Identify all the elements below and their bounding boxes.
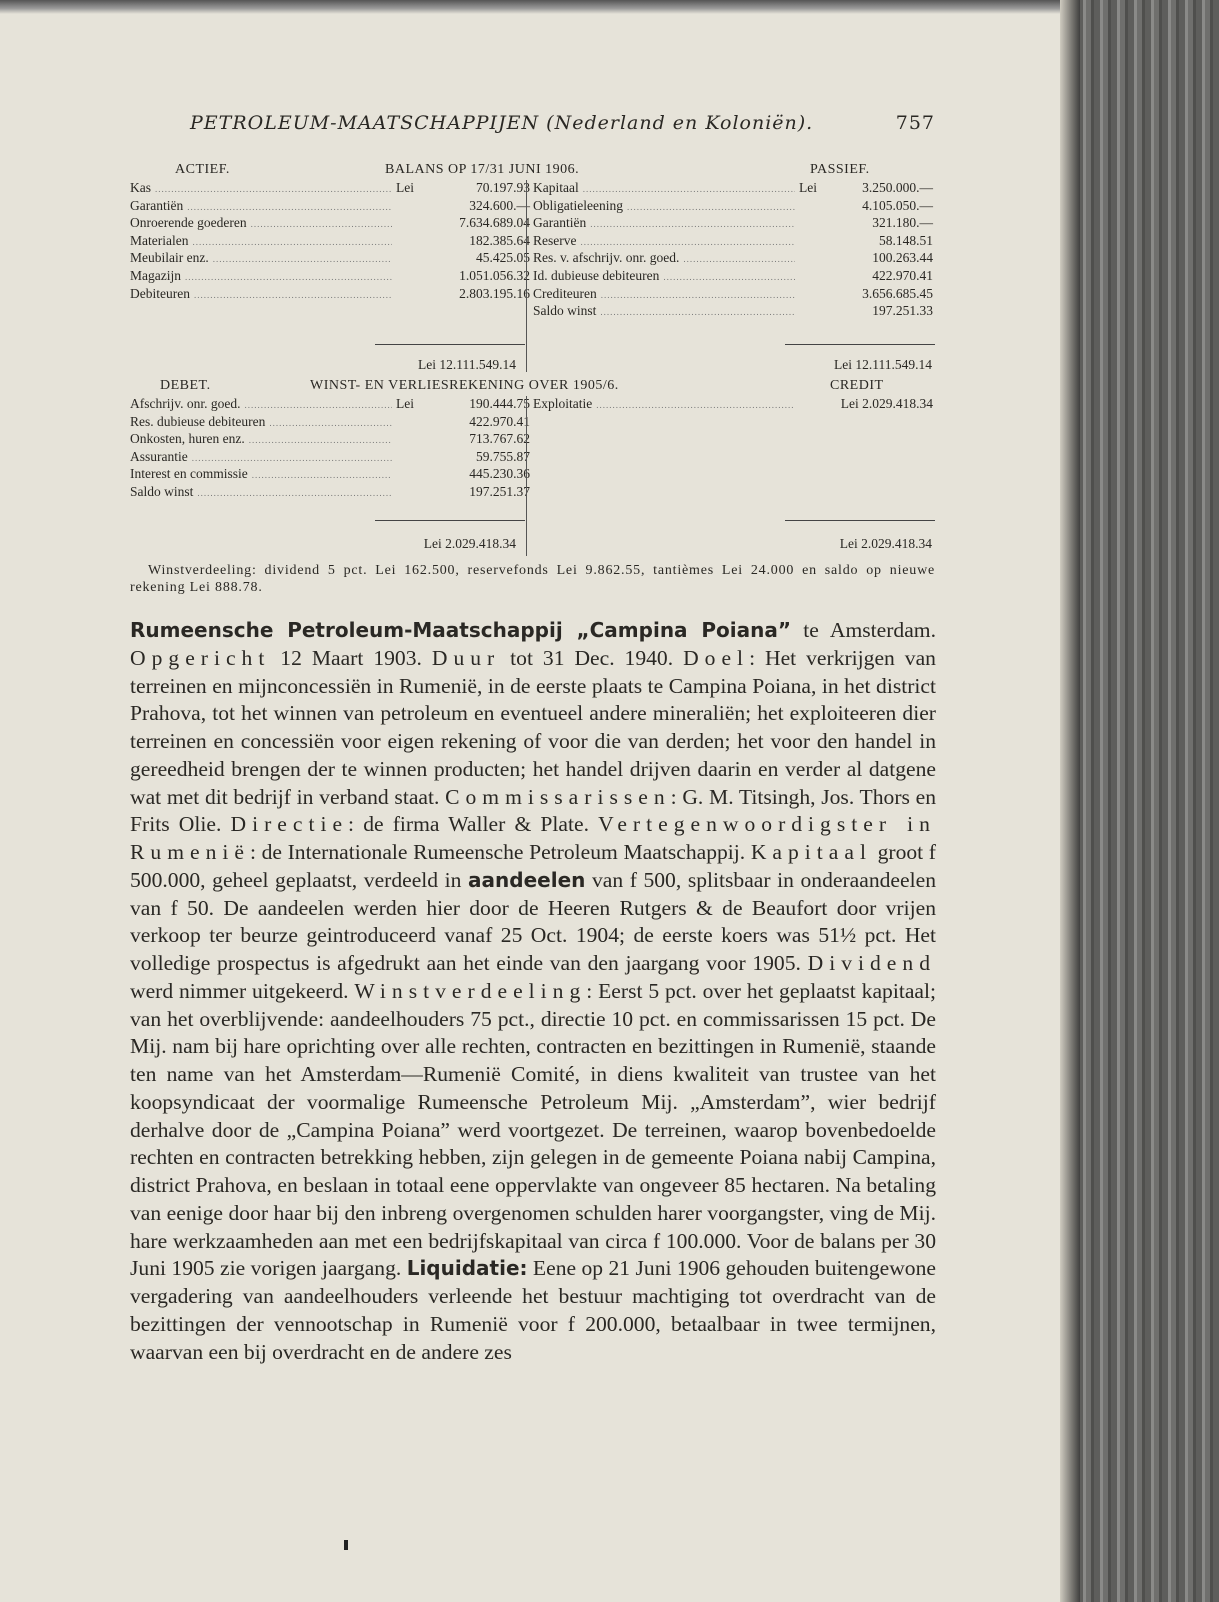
leader-dots	[185, 268, 392, 286]
table-row	[533, 396, 933, 414]
currency	[396, 286, 430, 304]
body-text: : de Internationale Rumeensche Petroleum Maatschappij.	[249, 840, 751, 864]
leader-dots	[683, 250, 795, 268]
leader-dots	[590, 215, 795, 233]
row-value: 2.803.195.16	[459, 285, 530, 301]
table-row	[533, 268, 933, 286]
currency: Lei	[396, 396, 414, 411]
table-row	[130, 250, 530, 268]
body-text: te Amsterdam.	[790, 618, 936, 642]
table-row	[130, 396, 530, 414]
leader-dots	[213, 250, 392, 268]
currency	[396, 215, 430, 233]
table-row	[130, 268, 530, 286]
row-value: 100.263.44	[872, 250, 933, 266]
leader-dots	[663, 268, 795, 286]
profit-loss-title: WINST- EN VERLIESREKENING OVER 1905/6.	[310, 378, 619, 393]
currency	[396, 484, 430, 502]
row-label: Reserve	[533, 232, 577, 248]
body-text: Eene op 21 Juni 1906 gehouden buitengewone vergadering van aandeelhouders verleende het bestuur machtiging tot overdracht van de bezittingen der vennootschap in Rumenië voor f 200.000, betaalbaar in twee termijnen, waarvan een bij overdracht en de andere zes	[130, 1256, 936, 1364]
table-row	[533, 180, 933, 198]
currency	[396, 449, 430, 467]
bold-heading: Liquidatie:	[406, 1256, 528, 1281]
row-label: Res. v. afschrijv. onr. goed.	[533, 250, 680, 266]
body-text: : G. M. Titsingh, Jos. Thors en Frits Olie.	[130, 784, 936, 837]
bold-heading: Rumeensche Petroleum-Maatschappij „Campina Poiana”	[130, 618, 791, 642]
leader-dots	[596, 396, 795, 414]
row-value: 197.251.33	[872, 303, 933, 319]
leader-dots	[197, 484, 392, 502]
row-value: Lei 2.029.418.34	[840, 396, 933, 411]
row-value: 70.197.93	[476, 180, 530, 195]
table-row	[533, 215, 933, 233]
leader-dots	[244, 396, 392, 414]
row-label: Kapitaal	[533, 180, 579, 195]
profit-loss-account	[130, 378, 935, 558]
row-value: 422.970.41	[469, 413, 530, 429]
row-label: Saldo winst	[130, 483, 194, 499]
row-value: 190.444.75	[469, 396, 530, 411]
row-value: 59.755.87	[476, 448, 530, 464]
row-label: Saldo winst	[533, 303, 597, 319]
table-row	[130, 484, 530, 502]
spaced-keyword: Duur	[431, 645, 501, 670]
currency: Lei	[396, 180, 414, 195]
spaced-keyword: Doel	[683, 645, 750, 670]
currency	[396, 414, 430, 432]
currency	[396, 233, 430, 251]
row-value: 422.970.41	[872, 267, 933, 283]
table-row	[130, 215, 530, 233]
body-text: : de firma Waller & Plate.	[348, 812, 599, 837]
currency	[799, 268, 833, 286]
row-label: Afschrijv. onr. goed.	[130, 396, 241, 411]
ink-mark	[344, 1540, 348, 1550]
row-value: 3.250.000.—	[862, 180, 933, 195]
currency	[396, 431, 430, 449]
debet-total: Lei 2.029.418.34	[423, 536, 516, 551]
row-label: Exploitatie	[533, 396, 593, 411]
table-row	[533, 233, 933, 251]
credit-total: Lei 2.029.418.34	[839, 536, 932, 551]
currency	[799, 215, 833, 233]
leader-dots	[192, 449, 392, 467]
table-row	[533, 250, 933, 268]
table-row	[533, 286, 933, 304]
debet-column	[130, 396, 530, 502]
row-value: 182.385.64	[469, 232, 530, 248]
row-value: 197.251.37	[469, 483, 530, 499]
currency	[799, 198, 833, 216]
row-value: 45.425.05	[476, 250, 530, 266]
spaced-keyword: Directie	[230, 812, 349, 837]
leader-dots	[580, 233, 795, 251]
currency	[799, 286, 833, 304]
body-text: groot f 500.000, geheel geplaatst, verdeeld in	[130, 840, 936, 892]
actief-total: Lei 12.111.549.14	[418, 357, 516, 372]
currency	[396, 268, 430, 286]
row-value: 445.230.36	[469, 466, 530, 482]
body-text: 12 Maart 1903.	[270, 645, 432, 670]
header-title: PETROLEUM-MAATSCHAPPIJEN (Nederland en Koloniën).	[190, 112, 814, 134]
passief-total: Lei 12.111.549.14	[834, 357, 932, 372]
row-value: 7.634.689.04	[459, 215, 530, 231]
leader-dots	[600, 303, 795, 321]
spaced-keyword: Kapitaal	[750, 840, 872, 864]
bold-heading: aandeelen	[468, 867, 586, 892]
company-description	[130, 617, 936, 1366]
row-label: Crediteuren	[533, 285, 597, 301]
profit-distribution-note: Winstverdeeling: dividend 5 pct. Lei 162.500, reservefonds Lei 9.862.55, tantièmes Lei 24.000 en saldo op nieuwe rekening Lei 888.78.	[130, 563, 935, 595]
currency: Lei	[799, 180, 817, 195]
leader-dots	[269, 414, 392, 432]
row-value: 58.148.51	[879, 232, 933, 248]
leader-dots	[192, 233, 392, 251]
table-row	[130, 466, 530, 484]
credit-column	[526, 396, 933, 556]
currency	[799, 233, 833, 251]
row-label: Res. dubieuse debiteuren	[130, 413, 266, 429]
table-row	[130, 180, 530, 198]
currency	[396, 466, 430, 484]
row-label: Assurantie	[130, 448, 188, 464]
leader-dots	[194, 286, 392, 304]
leader-dots	[601, 286, 795, 304]
table-row	[130, 198, 530, 216]
row-label: Materialen	[130, 232, 189, 248]
currency	[799, 303, 833, 321]
row-value: 324.600.—	[469, 197, 530, 213]
spaced-keyword: Vertegenwoordigster in Rumenië	[130, 812, 936, 864]
row-label: Obligatieleening	[533, 197, 623, 213]
currency	[396, 250, 430, 268]
body-text: werd nimmer uitgekeerd.	[130, 978, 355, 1003]
body-text: : Eerst 5 pct. over het geplaatst kapitaal; van het overblijvende: aandeelhouders 75 pct., directie 10 pct. en commissarissen 15 pct. De Mij. nam bij hare oprichting over alle rechten, contracten en bezittingen in Rumenië, staande ten name van het Amsterdam—Rumenië Comité, in diens kwaliteit van trustee van het koopsyndicaat der voormalige Rumeensche Petroleum Mij. „Amsterdam”, wier bedrijf derhalve door de „Campina Poiana” werd voortgezet. De terreinen, waarop bovenbedoelde rechten en contracten betrekking hebben, zijn gelegen in de gemeente Poiana nabij Campina, district Prahova, en beslaan in totaal eene oppervlakte van ongeveer 85 hectaren. Na betaling van eenige door haar bij den inbreng overgenomen schulden harer voorgangster, ving de Mij. hare werkzaamheden aan met een bedrijfskapitaal van circa f 100.000. Voor de balans per 30 Juni 1905 zie vorigen jaargang.	[130, 978, 936, 1281]
leader-dots	[627, 198, 795, 216]
passief-heading: PASSIEF.	[810, 162, 870, 177]
row-value: 321.180.—	[872, 215, 933, 231]
leader-dots	[249, 431, 392, 449]
currency	[396, 198, 430, 216]
actief-column	[130, 180, 530, 303]
table-row	[130, 449, 530, 467]
table-row	[130, 431, 530, 449]
row-label: Debiteuren	[130, 285, 190, 301]
spaced-keyword: Commissarissen	[445, 784, 671, 809]
spaced-keyword: Dividend	[807, 951, 936, 975]
balance-title: BALANS OP 17/31 JUNI 1906.	[385, 162, 580, 177]
row-label: Kas	[130, 180, 151, 195]
row-value: 3.656.685.45	[862, 285, 933, 301]
leader-dots	[583, 180, 795, 198]
actief-heading: ACTIEF.	[175, 162, 230, 177]
row-value: 713.767.62	[469, 431, 530, 447]
row-label: Garantiën	[533, 215, 587, 231]
leader-dots	[252, 466, 392, 484]
row-value: 4.105.050.—	[862, 197, 933, 213]
leader-dots	[155, 180, 392, 198]
debet-heading: DEBET.	[160, 378, 211, 393]
running-header	[190, 112, 935, 134]
row-label: Magazijn	[130, 267, 181, 283]
book-binding	[1060, 0, 1219, 1602]
table-row	[130, 414, 530, 432]
balance-sheet	[130, 162, 935, 372]
body-text: tot 31 Dec. 1940.	[500, 645, 684, 670]
spaced-keyword: Winstverdeeling	[354, 978, 587, 1003]
table-row	[533, 198, 933, 216]
row-value: 1.051.056.32	[459, 267, 530, 283]
body-text: van f 500, splitsbaar in onderaandeelen van f 50. De aandeelen werden hier door de Heeren Rutgers & de Beaufort door vrijen verkoop ter beurze geintroduceerd vanaf 25 Oct. 1904; de eerste koers was 51½ pct. Het volledige prospectus is afgedrukt aan het einde van den jaargang voor 1905.	[130, 867, 936, 975]
body-text: : Het verkrijgen van terreinen en mijnconcessiën in Rumenië, in de eerste plaats te Campina Poiana, in het district Prahova, tot het winnen van petroleum en eventueel andere mineraliën; het exploiteeren dier terreinen en concessiën voor eigen rekening of voor die van derden; het voor den handel in gereedheid brengen der te winnen producten; het handel drijven daarin en verder al datgene wat met dit bedrijf in verband staat.	[130, 645, 936, 809]
table-row	[130, 286, 530, 304]
row-label: Interest en commissie	[130, 466, 248, 482]
page-number: 757	[895, 112, 935, 134]
leader-dots	[187, 198, 392, 216]
row-label: Garantiën	[130, 197, 184, 213]
row-label: Onkosten, huren enz.	[130, 431, 245, 447]
table-row	[130, 233, 530, 251]
currency	[799, 250, 833, 268]
credit-heading: CREDIT	[830, 378, 884, 393]
table-row	[533, 303, 933, 321]
row-label: Id. dubieuse debiteuren	[533, 267, 660, 283]
spaced-keyword: Opgericht	[130, 645, 271, 670]
row-label: Onroerende goederen	[130, 215, 247, 231]
row-label: Meubilair enz.	[130, 250, 209, 266]
leader-dots	[251, 215, 392, 233]
